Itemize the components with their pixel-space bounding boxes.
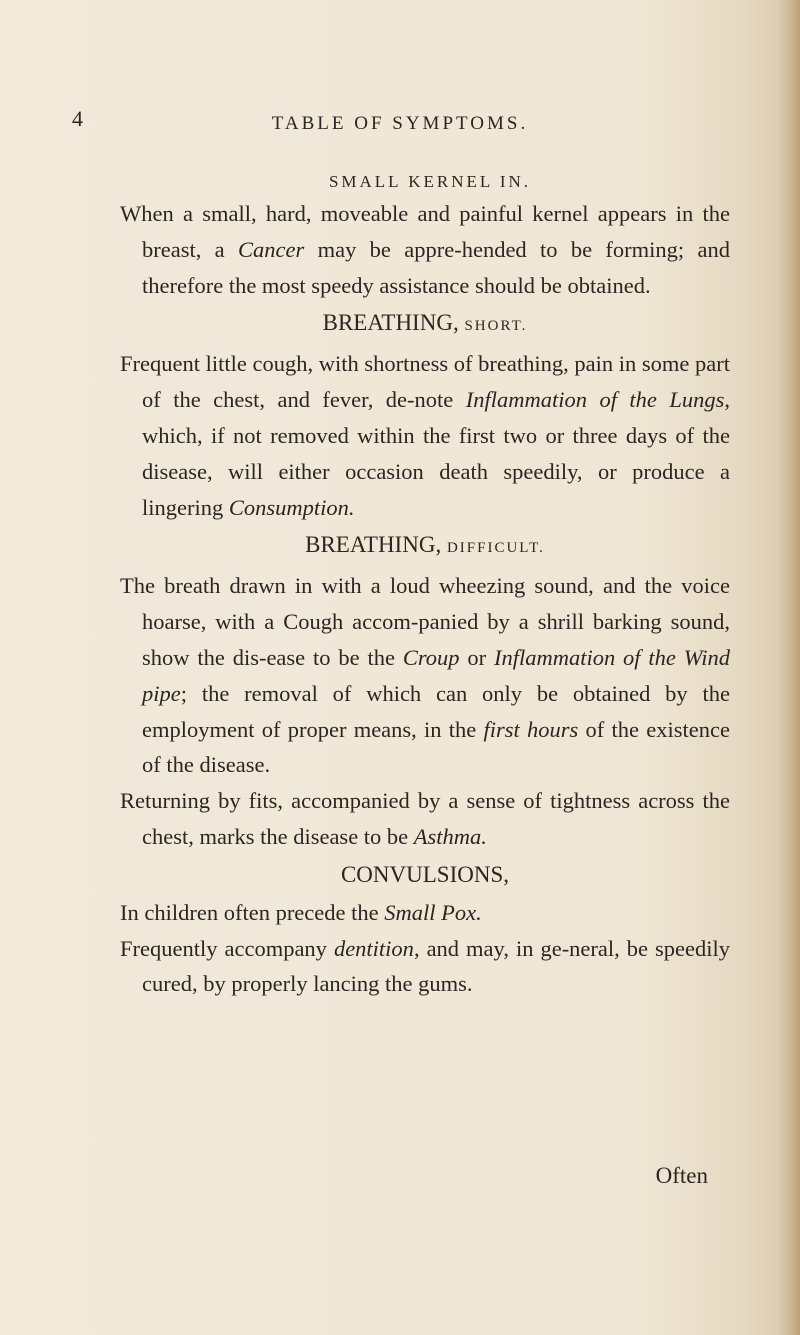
italic-term: dentition [333,935,414,961]
heading-main: BREATHING, [305,532,442,558]
section-small-kernel [120,168,730,303]
section-breathing-difficult [120,525,730,854]
section-convulsions [120,855,730,1002]
paragraph: When a small, hard, moveable and painful kernel appears in the breast, a Cancer may be appre-hended to be forming; and therefore the most speedy assistance should be obtained. [120,201,730,298]
italic-term: Inflammation of the Lungs [465,387,725,413]
heading-sub: SHORT. [464,318,528,335]
body-text [120,168,730,1002]
section-breathing-short [120,303,730,525]
italic-term: Croup [402,644,460,670]
italic-term: first hours [483,716,579,742]
paragraph: The breath drawn in with a loud wheezing sound, and the voice hoarse, with a Cough accom-panied by a shrill barking sound, show the dis-ease to be the Croup or Inflammation of the Wind pipe; the removal of which can only be obtained by the employment of proper means, in the first hours of the existence of the disease. [120,573,730,778]
page-number: 4 [72,106,83,131]
italic-term: Consumption. [228,494,355,520]
paragraph: Returning by fits, accompanied by a sense of tightness across the chest, marks the disease to be Asthma. [120,788,730,849]
page-edge [778,0,800,1335]
heading-sub: DIFFICULT. [446,540,545,557]
italic-term: Cancer [238,236,305,262]
italic-term: Inflammation of the Wind pipe [142,644,730,706]
catchword: Often [655,1163,708,1188]
section-heading [120,525,730,568]
italic-term: Small Pox. [384,899,482,925]
section-heading [120,303,730,346]
heading-main: BREATHING, [322,310,459,336]
paragraph: In children often precede the Small Pox. [120,899,482,925]
paragraph: Frequently accompany dentition, and may, in ge-neral, be speedily cured, by properly lancing the gums. [120,935,730,997]
section-heading: SMALL KERNEL IN. [328,172,532,191]
italic-term: Asthma. [413,823,487,849]
section-heading: CONVULSIONS, [340,861,510,887]
running-head: TABLE OF SYMPTOMS. [271,113,529,134]
paragraph: Frequent little cough, with shortness of breathing, pain in some part of the chest, and fever, de-note Inflammation of the Lungs, which, if not removed within the first two or three days of the disease, will either occasion death speedily, or produce a lingering Consumption. [120,351,730,520]
